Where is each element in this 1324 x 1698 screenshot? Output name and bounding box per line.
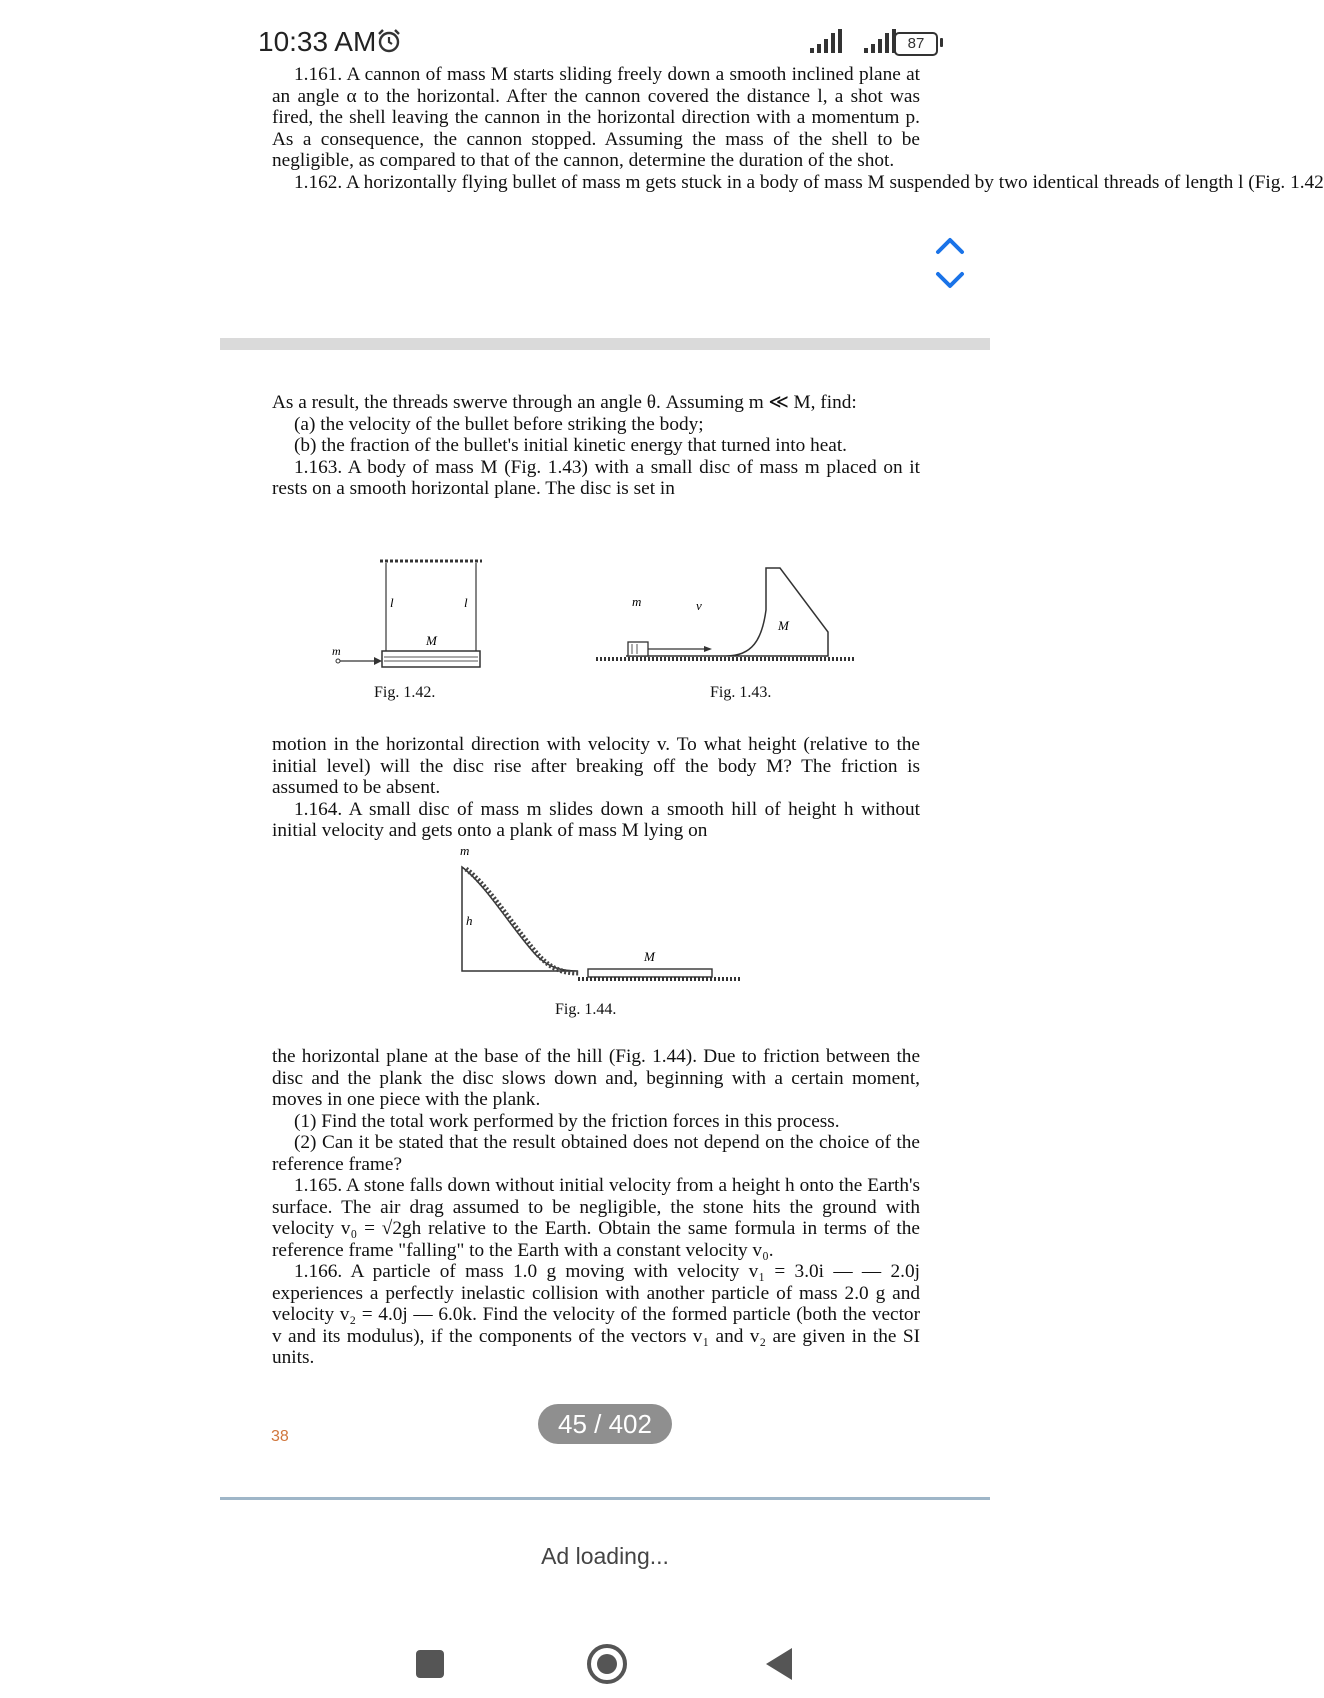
battery-tip: [940, 38, 943, 47]
label-m: m: [460, 843, 470, 858]
problem-1-163-cont: motion in the horizontal direction with velocity v. To what height (relative to the initial level) will the disc rise after breaking off the body M? The friction is assumed to be absent.: [272, 734, 920, 798]
problem-1-163: 1.163. A body of mass M (Fig. 1.43) with a small disc of mass m placed on it rests on a smooth horizontal plane. The disc is set in: [272, 456, 920, 499]
caption-fig-1-43: Fig. 1.43.: [710, 684, 772, 701]
status-time: 10:33 AM: [258, 26, 377, 57]
label-h: h: [466, 913, 473, 928]
arrow-head: [374, 657, 382, 665]
problem-1-162: 1.162. A horizontally flying bullet of mass m gets stuck in a body of mass M suspended by two identical threads of length l (Fig. 1.42: [294, 171, 1324, 193]
text-block-4: [272, 1046, 920, 1369]
page-bottom-separator: [220, 1497, 990, 1500]
problem-1-162-a: (a) the velocity of the bullet before striking the body;: [294, 413, 704, 435]
alarm-clock-icon: [376, 28, 402, 54]
figure-1-44: [456, 845, 746, 995]
hill-shape: [462, 867, 578, 971]
page-separator: [220, 338, 990, 350]
figure-1-43: [592, 560, 862, 670]
text-block-2: [272, 392, 920, 500]
label-M: M: [426, 633, 437, 648]
problem-1-164-2: (2) Can it be stated that the result obtained does not depend on the choice of the reference frame?: [272, 1132, 920, 1175]
text-block-3: [272, 734, 920, 842]
page-number: 38: [271, 1428, 289, 1445]
problem-1-166: 1.166. A particle of mass 1.0 g moving with velocity v₁ = 3.0i — — 2.0j experiences a perfectly inelastic collision with another particle of mass 2.0 g and velocity v₂ = 4.0j — 6.0k. Find the velocity of the formed particle (both the vector v and its modulus), if the components of the vectors v₁ and v₂ are given in the SI units.: [272, 1261, 920, 1368]
problem-1-164-1: (1) Find the total work performed by the friction forces in this process.: [294, 1110, 840, 1132]
label-m: m: [632, 594, 642, 609]
label-M: M: [778, 618, 789, 633]
chevron-up-icon[interactable]: [934, 234, 966, 256]
plank: [588, 969, 712, 977]
problem-1-162-b: (b) the fraction of the bullet's initial kinetic energy that turned into heat.: [294, 435, 847, 456]
label-v: v: [696, 598, 702, 613]
page-counter-badge: 45 / 402: [538, 1404, 672, 1444]
text-block-1: [272, 64, 1324, 193]
ad-placeholder: Ad loading...: [541, 1543, 669, 1569]
disc: [628, 642, 648, 656]
home-circle-icon[interactable]: [585, 1642, 629, 1686]
label-l-left: l: [390, 595, 394, 610]
problem-1-165: 1.165. A stone falls down without initial velocity from a height h onto the Earth's surface. The air drag assumed to be negligible, the stone hits the ground with velocity v₀ = √2gh relative to the Earth. Obtain the same formula in terms of the reference frame "falling" to the Earth with a constant velocity v₀.: [272, 1175, 920, 1261]
label-M: M: [644, 949, 655, 964]
caption-fig-1-44: Fig. 1.44.: [555, 1001, 617, 1018]
body-shape: [626, 568, 828, 656]
label-l-right: l: [464, 595, 468, 610]
signal-bars-icon: [808, 28, 844, 54]
battery-indicator: 87: [894, 32, 938, 56]
signal-bars-icon: [862, 28, 898, 54]
chevron-down-icon[interactable]: [934, 270, 966, 292]
triangle-back-icon[interactable]: [762, 1646, 796, 1682]
problem-1-162-cont: As a result, the threads swerve through an angle θ. Assuming m ≪ M, find:: [272, 392, 857, 413]
problem-1-164: 1.164. A small disc of mass m slides down a smooth hill of height h without initial velocity and gets onto a plank of mass M lying on: [272, 798, 920, 841]
label-m: m: [332, 644, 341, 658]
figure-1-42: [330, 555, 490, 685]
problem-1-161: 1.161. A cannon of mass M starts sliding freely down a smooth inclined plane at an angle α to the horizontal. After the cannon covered the distance l, a shot was fired, the shell leaving the cannon in the horizontal direction with a momentum p. As a consequence, the cannon stopped. Assuming the mass of the shell to be negligible, as compared to that of the cannon, determine the duration of the shot.: [272, 64, 920, 171]
body-block: [382, 651, 480, 667]
problem-1-164-cont: the horizontal plane at the base of the hill (Fig. 1.44). Due to friction between the disc and the plank the disc slows down and, beginning with a certain moment, moves in one piece with the plank.: [272, 1046, 920, 1110]
recents-square-icon[interactable]: [416, 1650, 444, 1678]
caption-fig-1-42: Fig. 1.42.: [374, 684, 436, 701]
